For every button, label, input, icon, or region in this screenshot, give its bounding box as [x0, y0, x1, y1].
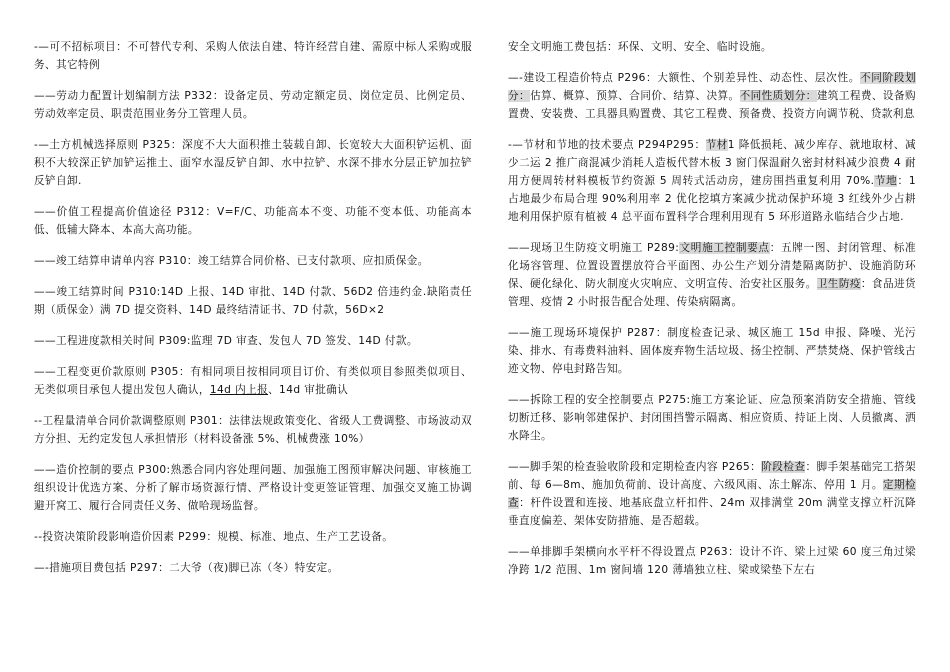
- text-segment: ——工程变更价款原则 P305：有相同项目按相同项目订价、有类似项目参照类似项目、无类似项目承包人提出发包人确认，: [34, 366, 472, 396]
- text-segment: ：食品进货管理、疫情 2 小时报告配合处理、传染病隔离。: [508, 278, 917, 308]
- text-segment: ：五牌一图、封闭管理、标准化场容管理、位置设置摆放符合平面图、办公生产划分清楚隔离防护、设施消防环保、硬化绿化、防火制度火灾响应、文明宣传、治安社区服务。: [508, 242, 917, 290]
- text-segment: 安全文明施工费包括：环保、文明、安全、临时设施。: [508, 41, 772, 53]
- underlined-term: 14d 内上报: [209, 384, 269, 396]
- text-segment: ——工程进度款相关时间 P309:监理 7D 审查、发包人 7D 签发、14D 付款。: [34, 335, 418, 347]
- note-paragraph: [34, 283, 472, 319]
- note-paragraph: [34, 136, 472, 190]
- highlighted-term: 节材: [705, 139, 728, 151]
- note-paragraph: [508, 38, 916, 56]
- note-paragraph: [508, 543, 916, 579]
- text-segment: --工程量清单合同价款调整原则 P301：法律法规政策变化、省级人工费调整、市场波动双方分担、无约定发包人承担情形（材料设备涨 5%、机械费涨 10%）: [34, 415, 472, 445]
- text-segment: —-建设工程造价特点 P296：大额性、个别差异性、动态性、层次性。: [508, 72, 860, 84]
- highlighted-term: 节地: [874, 175, 898, 187]
- text-segment: ：1 占地最少布局合理 90%利用率 2 优化挖填方案减少扰动保护环境 3 红线外少占耕地利用保护原有植被 4 总平面布置科学合理利用现有 5 环形道路永临结合少占地.: [508, 175, 916, 223]
- highlighted-term: 定期检查: [508, 479, 916, 509]
- text-segment: ——现场卫生防疫文明施工 P289:: [508, 242, 680, 254]
- text-segment: ——单排脚手架横向水平杆不得设置点 P263：设计不许、梁上过梁 60 度三角过梁净跨 1/2 范围、1m 窗间墙 120 薄墙独立柱、梁或梁垫下左右: [508, 546, 916, 576]
- highlighted-term: 卫生防疫: [816, 278, 861, 290]
- left-column: [34, 38, 472, 590]
- text-segment: --投资决策阶段影响造价因素 P299：规模、标准、地点、生产工艺设备。: [34, 531, 394, 543]
- text-segment: ——拆除工程的安全控制要点 P275:施工方案论证、应急预案消防安全措施、管线切断迁移、影响邻建保护、封闭围挡警示隔离、相应资质、持证上岗、人员撤离、洒水降尘。: [508, 394, 916, 442]
- text-segment: ——施工现场环境保护 P287：制度检查记录、城区施工 15d 申报、降噪、光污染、排水、有毒费料油料、固体废弃物生活垃圾、扬尘控制、严禁焚烧、保护管线古迹文物、停电封路告知。: [508, 327, 916, 375]
- text-segment: 1 降低损耗、减少库存、就地取材、减少二运 2 推广商混减少消耗人造板代替木板 3 窗门保温耐久密封材料减少浪费 4 耐用方便周转材料模板节约资源 5 周转式活动房，建房围挡重复利用 70%.: [508, 139, 916, 187]
- text-segment: ——价值工程提高价值途径 P312：V=F/C、功能高本不变、功能不变本低、功能高本低、低辅大降本、本高大高功能。: [34, 206, 472, 236]
- note-paragraph: [508, 136, 916, 226]
- text-segment: ：杆件设置和连接、地基底盘立杆扣件、24m 双排满堂 20m 满堂支撑立杆沉降垂直度偏差、架体安防措施、是否超载。: [508, 497, 916, 527]
- highlighted-term: 文明施工控制要点: [679, 242, 770, 254]
- note-paragraph: [34, 528, 472, 546]
- text-segment: 、14d 审批确认: [268, 384, 349, 396]
- text-segment: -—土方机械选择原则 P325：深度不大大面积推土装载自卸、长宽较大大面积铲运机、面积不大较深正铲加铲运推土、面窄水湿反铲自卸、水中拉铲、水深不排水分层正铲加拉铲反铲自卸.: [34, 139, 472, 187]
- note-paragraph: [508, 69, 916, 123]
- note-paragraph: [34, 203, 472, 239]
- highlighted-term: 不同阶段划分：: [508, 72, 916, 102]
- text-segment: 建筑工程费、设备购置费、安装费、工具器具购置费、其它工程费、预备费、投资方向调节税、贷款利息: [508, 90, 916, 120]
- note-paragraph: [34, 252, 472, 270]
- right-column: [508, 38, 916, 592]
- note-paragraph: [508, 391, 916, 445]
- note-paragraph: [34, 461, 472, 515]
- text-segment: ——竣工结算申请单内容 P310：竣工结算合同价格、已支付款项、应扣质保金。: [34, 255, 429, 267]
- text-segment: ——竣工结算时间 P310:14D 上报、14D 审批、14D 付款、56D2 倍违约金.缺陷责任期（质保金）满 7D 提交资料、14D 最终结清证书、7D 付款，56D×2: [34, 286, 472, 316]
- note-paragraph: [34, 412, 472, 448]
- note-paragraph: [508, 324, 916, 378]
- text-segment: -—可不招标项目：不可替代专利、采购人依法自建、特许经营自建、需原中标人采购或服务、其它特例: [34, 41, 472, 71]
- text-segment: —-措施项目费包括 P297：二大爷（夜)脚已冻（冬）特安定。: [34, 562, 339, 574]
- note-paragraph: [34, 332, 472, 350]
- text-segment: -—节材和节地的技术要点 P294P295：: [508, 139, 706, 151]
- text-segment: ——劳动力配置计划编制方法 P332：设备定员、劳动定额定员、岗位定员、比例定员、劳动效率定员、职责范围业务分工管理人员。: [34, 90, 472, 120]
- note-paragraph: [508, 458, 916, 530]
- text-segment: ——脚手架的检查验收阶段和定期检查内容 P265：: [508, 461, 762, 473]
- note-paragraph: [34, 559, 472, 577]
- note-paragraph: [508, 239, 916, 311]
- note-paragraph: [34, 363, 472, 399]
- highlighted-term: 阶段检查: [761, 461, 806, 473]
- note-paragraph: [34, 87, 472, 123]
- text-segment: 估算、概算、预算、合同价、结算、决算。: [530, 90, 740, 102]
- note-paragraph: [34, 38, 472, 74]
- text-segment: ：脚手架基础完工搭架前、每 6—8m、施加负荷前、设计高度、六级风雨、冻土解冻、停用 1 月。: [508, 461, 917, 491]
- text-segment: ——造价控制的要点 P300:熟悉合同内容处理问题、加强施工图预审解决问题、审核施工组织设计优选方案、分析了解市场资源行情、严格设计变更签证管理、加强交叉施工协调避开窝工、履行合同责任义务、做哈现场监督。: [34, 464, 472, 512]
- highlighted-term: 不同性质划分：: [739, 90, 817, 102]
